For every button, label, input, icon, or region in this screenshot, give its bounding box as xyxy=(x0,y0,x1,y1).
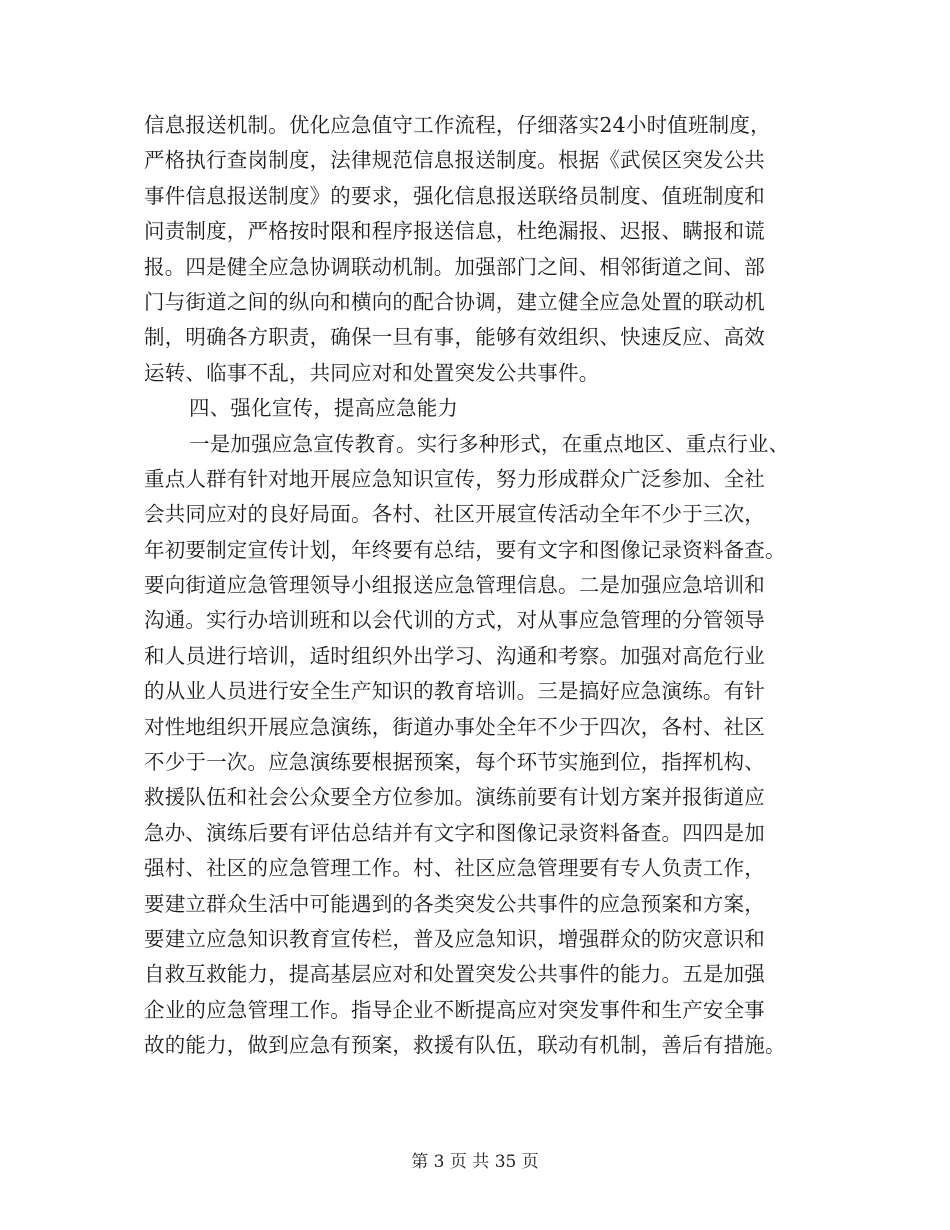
text-line: 和人员进行培训，适时组织外出学习、沟通和考察。加强对高危行业 xyxy=(144,643,765,668)
page-number-footer: 第 3 页 共 35 页 xyxy=(411,1152,539,1172)
text-line: 要向街道应急管理领导小组报送应急管理信息。二是加强应急培训和 xyxy=(144,573,765,598)
text-line: 企业的应急管理工作。指导企业不断提高应对突发事件和生产安全事 xyxy=(144,997,765,1022)
text-line: 运转、临事不乱，共同应对和处置突发公共事件。 xyxy=(144,360,600,385)
text-line: 制，明确各方职责，确保一旦有事，能够有效组织、快速反应、高效 xyxy=(144,325,765,350)
body-text xyxy=(144,108,814,1064)
text-line: 门与街道之间的纵向和横向的配合协调，建立健全应急处置的联动机 xyxy=(144,289,765,314)
text-line: 的从业人员进行安全生产知识的教育培训。三是搞好应急演练。有针 xyxy=(144,679,765,704)
text-line: 会共同应对的良好局面。各村、社区开展宣传活动全年不少于三次， xyxy=(144,502,765,527)
text-line: 不少于一次。应急演练要根据预案，每个环节实施到位，指挥机构、 xyxy=(144,750,765,775)
text-line: 急办、演练后要有评估总结并有文字和图像记录资料备查。四四是加 xyxy=(144,820,765,845)
text-line: 重点人群有针对地开展应急知识宣传，努力形成群众广泛参加、全社 xyxy=(144,466,765,491)
text-line: 故的能力，做到应急有预案，救援有队伍，联动有机制，善后有措施。 xyxy=(144,1033,786,1058)
text-line: 沟通。实行办培训班和以会代训的方式，对从事应急管理的分管领导 xyxy=(144,608,765,633)
text-line: 要建立应急知识教育宣传栏，普及应急知识，增强群众的防灾意识和 xyxy=(144,926,765,951)
text-line: 自救互救能力，提高基层应对和处置突发公共事件的能力。五是加强 xyxy=(144,962,765,987)
text-line: 问责制度，严格按时限和程序报送信息，杜绝漏报、迟报、瞒报和谎 xyxy=(144,219,765,244)
text-line: 对性地组织开展应急演练，街道办事处全年不少于四次，各村、社区 xyxy=(144,714,765,739)
text-line: 报。四是健全应急协调联动机制。加强部门之间、相邻街道之间、部 xyxy=(144,254,765,279)
text-line: 年初要制定宣传计划，年终要有总结，要有文字和图像记录资料备查。 xyxy=(144,537,786,562)
section-heading: 四、强化宣传，提高应急能力 xyxy=(189,396,459,421)
paragraph-first-line: 一是加强应急宣传教育。实行多种形式，在重点地区、重点行业、 xyxy=(189,431,790,456)
text-line: 事件信息报送制度》的要求，强化信息报送联络员制度、值班制度和 xyxy=(144,183,765,208)
text-line: 救援队伍和社会公众要全方位参加。演练前要有计划方案并报街道应 xyxy=(144,785,765,810)
text-line: 信息报送机制。优化应急值守工作流程，仔细落实24小时值班制度， xyxy=(144,113,771,137)
text-line: 强村、社区的应急管理工作。村、社区应急管理要有专人负责工作， xyxy=(144,856,765,881)
text-line: 严格执行查岗制度，法律规范信息报送制度。根据《武侯区突发公共 xyxy=(144,148,765,173)
text-line: 要建立群众生活中可能遇到的各类突发公共事件的应急预案和方案， xyxy=(144,891,765,916)
